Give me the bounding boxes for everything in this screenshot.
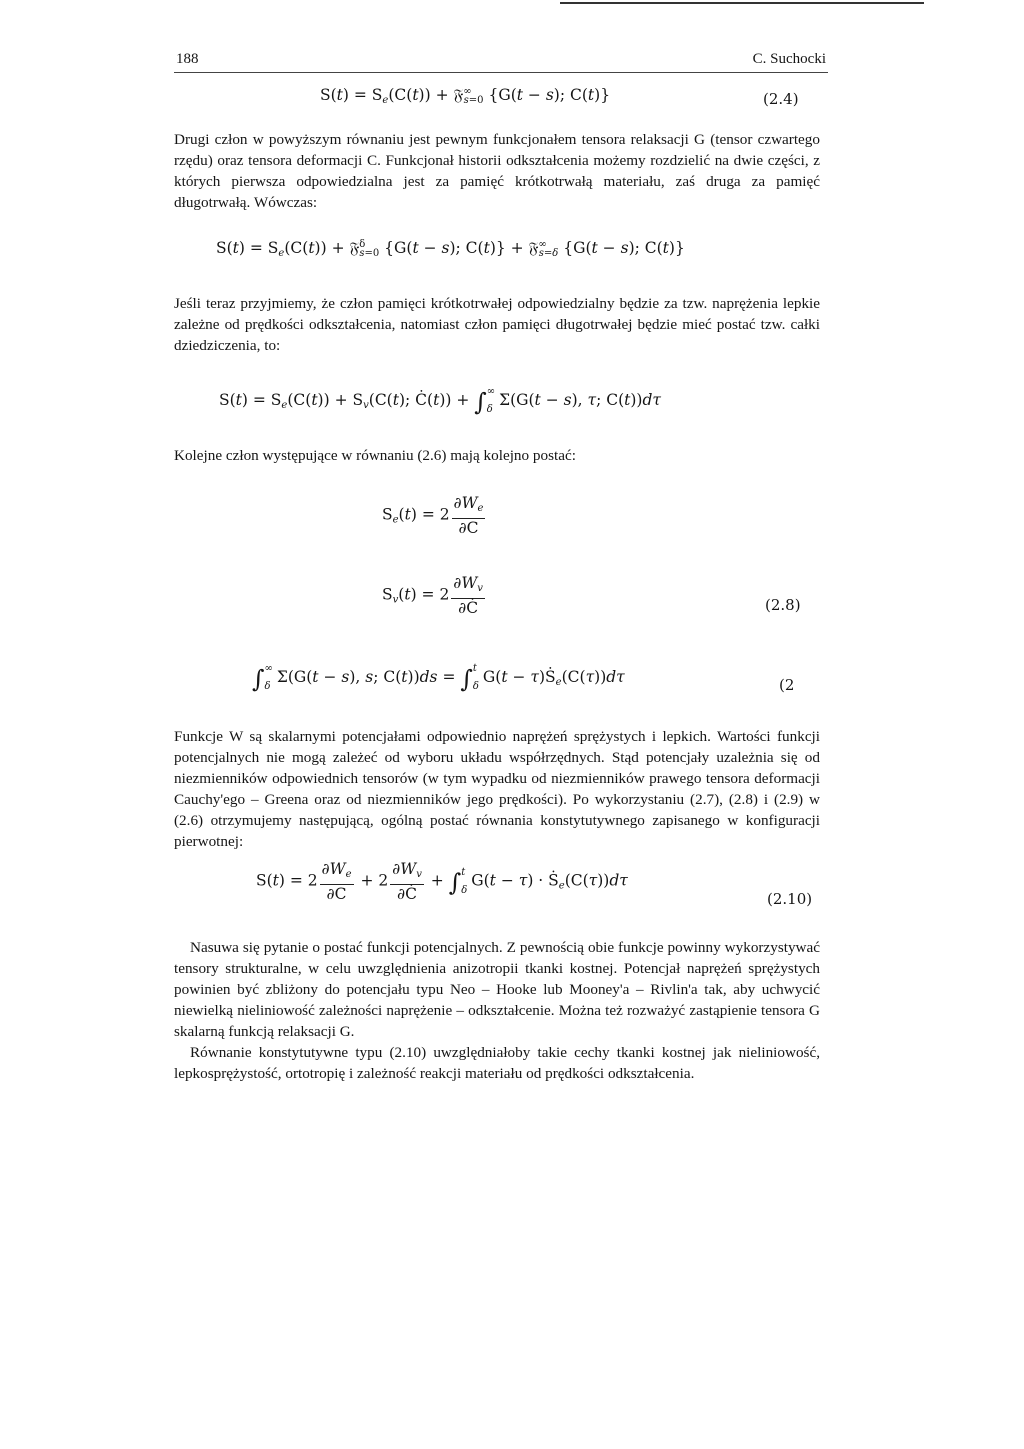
paragraph-4: Funkcje W są skalarnymi potencjałami odpowiednio naprężeń sprężystych i lepkich. Wartości funkcji potencjalnych nie mogą zależeć od wyboru układu współrzędnych. Stąd potencjały uzależnia się od niezmienników odpowiednich tensorów (w tym wypadku od niezmienników prawego tensora deformacji Cauchy'ego – Greena oraz od niezmienników jego prędkości). Po wykorzystaniu (2.7), (2.8) i (2.9) w (2.6) otrzymujemy następującą, ogólną postać równania konstytutywnego zapisanego w konfiguracji pierwotnej: [174,728,820,850]
paragraph-1: Drugi człon w powyższym równaniu jest pewnym funkcjonałem tensora relaksacji G (tensor czwartego rzędu) oraz tensora deformacji C. Funkcjonał historii odkształcenia możemy rozdzielić na dwie części, z których pierwsza odpowiedzialna jest za pamięć krótkotrwałą materiału, zaś druga za pamięć długotrwałą. Wówczas: [174,131,820,211]
equation-2-10: S(t) = 2 $\frac{\partial W_e}{\partial C}$ + 2 $\frac{\partial W_v}{\partial Ċ}$ + ∫ t δ G(t − τ) · Ṡ$_e$(C(τ))dτ [256,860,628,903]
paragraph-6-text: Równanie konstytutywne typu (2.10) uwzględniałoby takie cechy tkanki kostnej jak nieliniowość, lepkosprężystość, ortotropię i zależność reakcji materiału od prędkości odkształcenia. [174,1044,820,1082]
equation-number-2-8: (2.8) [765,596,801,614]
equation-hereditary: $S(t) = S_e(C(t)) + S_v(C(t)$; Ċ(t)) + ∫ ∞ δ Σ(G(t − s), τ; C(t))dτ [219,386,661,416]
paragraph-5 [174,937,820,1042]
equation-number-2-9: (2 [779,676,795,694]
equation-memory-split: $S(t) = S_e(C(t))$ + 𝔉$^\delta_{s=0}$ {G(t − s); C(t)} + 𝔉∞$_{s=\delta}$ {G(t − s); C(t)} [216,239,685,259]
equation-se: $S_e(t) = 2$ $\frac{\partial W_e}{\partial C}$ [382,494,484,537]
equation-2-4: $S(t) = S_e(C(t))$ + 𝔉∞$_{s=0}$ {G(t − s); C(t)} [320,86,611,106]
paragraph-6 [174,1042,820,1084]
paragraph-2: Jeśli teraz przyjmiemy, że człon pamięci krótkotrwałej odpowiedzialny będzie za tzw. naprężenia lepkie zależne od prędkości odkształcenia, natomiast człon pamięci długotrwałej będzie mieć postać tzw. całki dziedziczenia, to: [174,295,820,354]
running-author: C. Suchocki [752,51,826,67]
top-rule [560,2,924,4]
running-header [174,51,828,73]
paragraph-3: Kolejne człon występujące w równaniu (2.6) mają kolejno postać: [174,447,576,464]
equation-sv: $S_v(t) = 2$ $\frac{\partial W_v}{\partial Ċ}$ [382,574,483,617]
equation-2-9: ∫ ∞ δ Σ(G(t − s), s; C(t))ds = ∫ t δ G(t − τ)Ṡ$_e$(C(τ))dτ [252,663,625,693]
equation-number-2-10: (2.10) [767,890,813,908]
header-rule [174,72,828,73]
page-number: 188 [176,51,199,67]
paragraph-5-text: Nasuwa się pytanie o postać funkcji potencjalnych. Z pewnością obie funkcje powinny wykorzystywać tensory strukturalne, w celu uwzględnienia anizotropii tkanki kostnej. Potencjał naprężeń sprężystych powinien być zbliżony do potencjału typu Neo – Hooke lub Mooney'a – Rivlin'a tak, aby uchwycić niewielką nieliniowość zależności naprężenie – odkształcenie. Można też rozważyć zastąpienie tensora G skalarną funkcją relaksacji G. [174,939,820,1040]
equation-number-2-4: (2.4) [763,90,799,108]
